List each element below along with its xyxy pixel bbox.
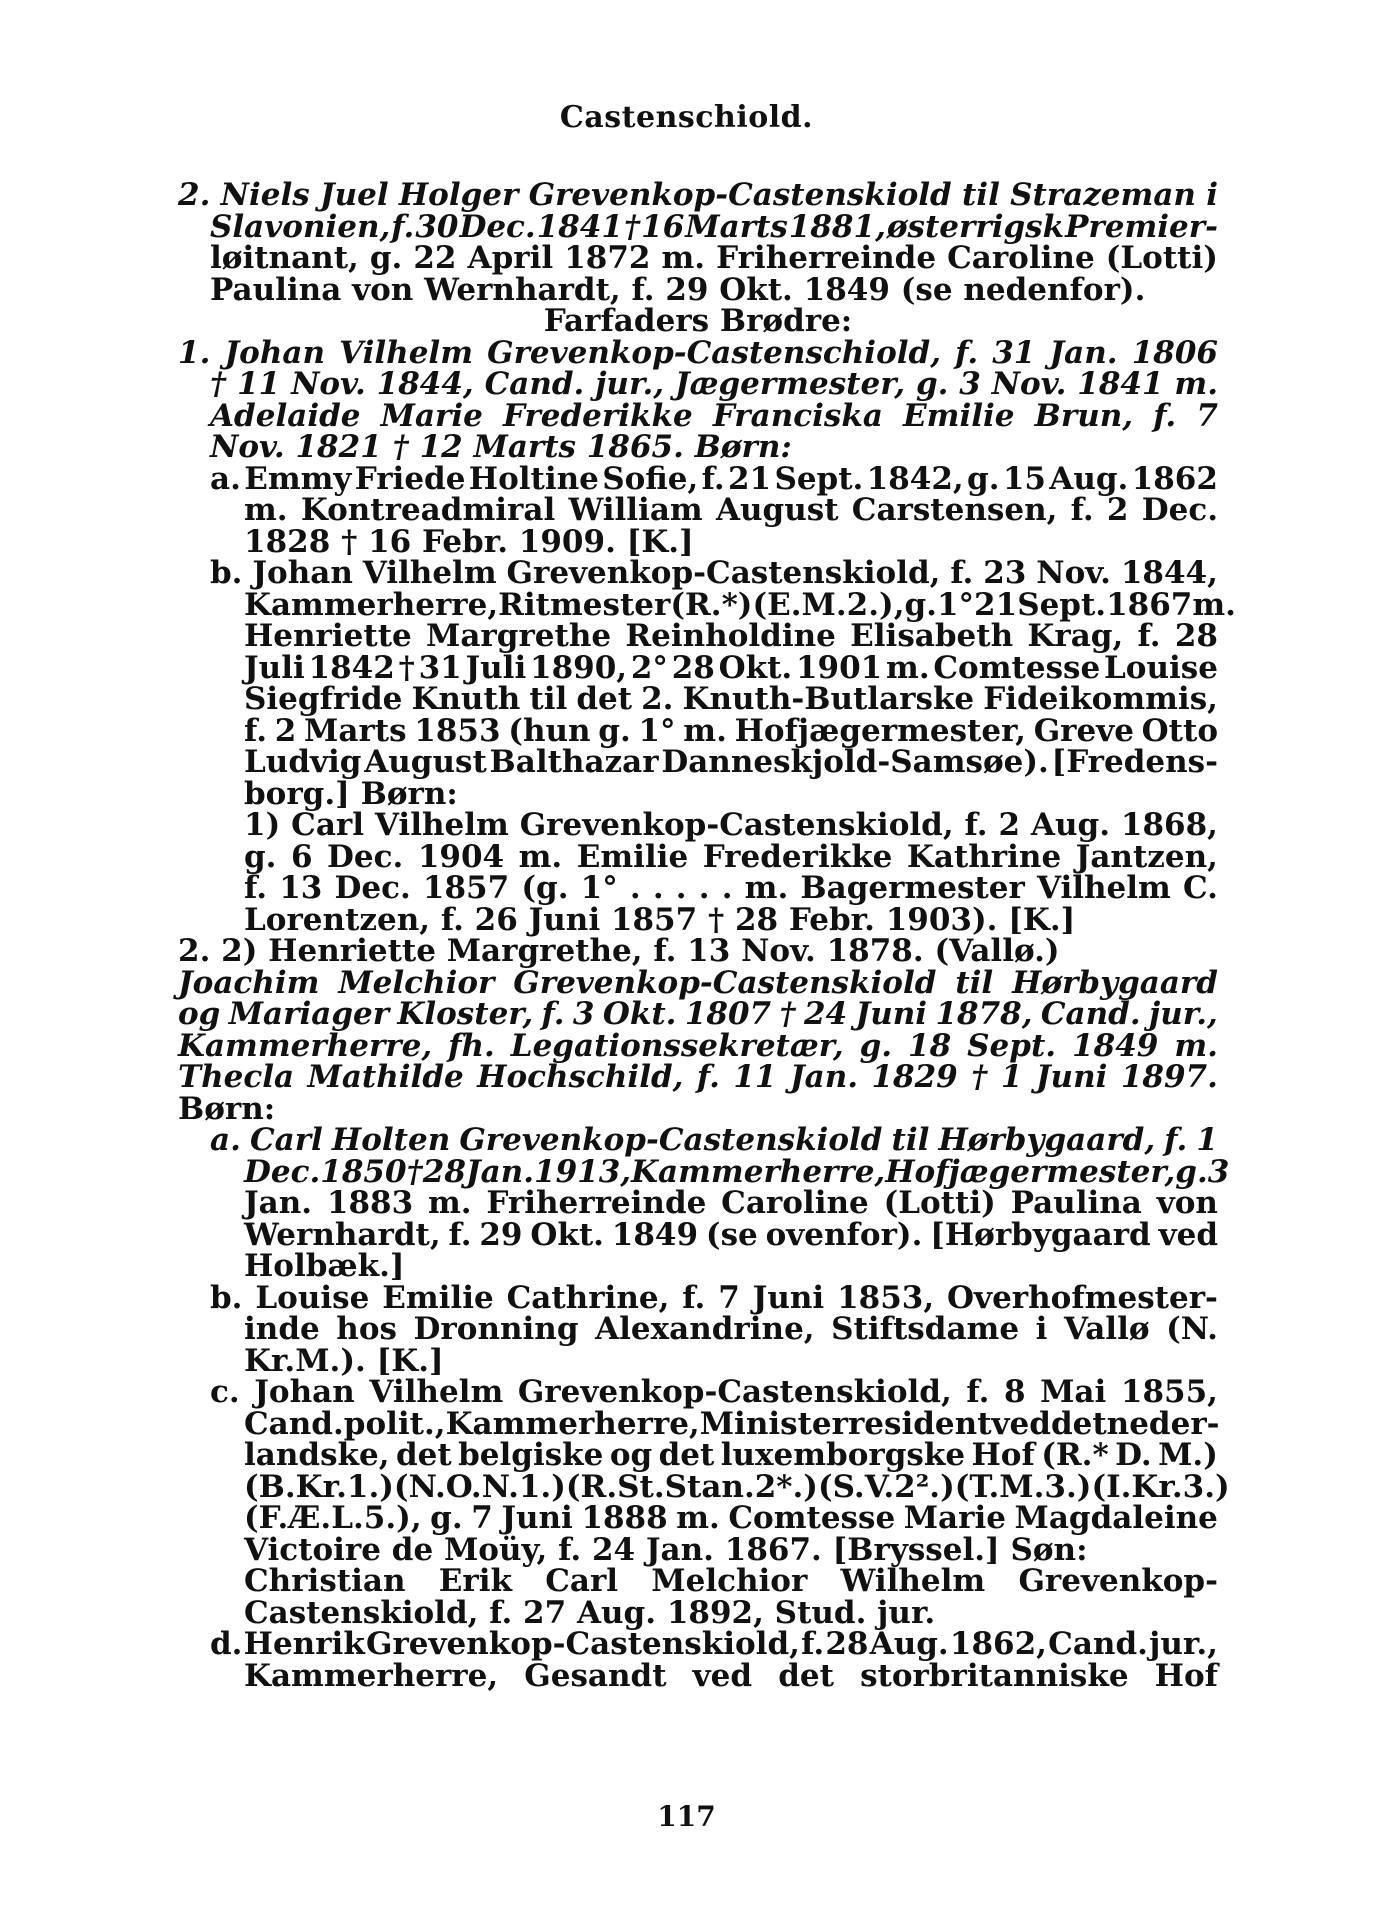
page-title: Castenschiold. — [559, 100, 814, 135]
text-line: g. 6 Dec. 1904 m. Emilie Frederikke Kathrine Jantzen, — [244, 838, 1218, 875]
text-line: 1828 † 16 Febr. 1909. [K.] — [244, 523, 694, 560]
text-line: Henriette Margrethe Reinholdine Elisabeth Krag, f. 28 — [244, 618, 1218, 654]
text-line: Christian Erik Carl Melchior Wilhelm Grevenkop- — [244, 1563, 1218, 1599]
text-line: og Mariager Kloster, f. 3 Okt. 1807 † 24 Juni 1878, Cand. jur., — [178, 996, 1218, 1032]
text-line: a. Carl Holten Grevenkop-Castenskiold til Hørbygaard, f. 1 — [210, 1122, 1218, 1158]
text-line: 2. Niels Juel Holger Grevenkop-Castenskiold til Strazeman i — [178, 177, 1218, 213]
text-line: Victoire de Moüy, f. 24 Jan. 1867. [Bryssel.] Søn: — [244, 1531, 1088, 1568]
text-line: Kr.M.). [K.] — [244, 1342, 444, 1379]
text-line: Ludvig August Balthazar Danneskjold-Samsøe). [Fredens- — [244, 744, 1218, 780]
genealogy-text — [178, 177, 1236, 1694]
text-line: b. Johan Vilhelm Grevenkop-Castenskiold, f. 23 Nov. 1844, — [210, 555, 1218, 591]
text-line: † 11 Nov. 1844, Cand. jur., Jægermester, g. 3 Nov. 1841 m. — [210, 366, 1218, 402]
text-line: Jan. 1883 m. Friherreinde Caroline (Lotti) Paulina von — [244, 1185, 1218, 1221]
text-line: 2. 2) Henriette Margrethe, f. 13 Nov. 1878. (Vallø.) — [178, 933, 1060, 969]
text-line: inde hos Dronning Alexandrine, Stiftsdame i Vallø (N. — [244, 1311, 1218, 1347]
text-line: Lorentzen, f. 26 Juni 1857 † 28 Febr. 1903). [K.] — [244, 901, 1076, 938]
text-line: Cand. polit., Kammerherre, Ministerresident ved det neder- — [244, 1405, 1220, 1442]
text-line: Juli 1842 † 31 Juli 1890, 2° 28 Okt. 1901 m. Comtesse Louise — [244, 649, 1218, 686]
text-line: Holbæk.] — [244, 1248, 405, 1284]
text-line: 1. Johan Vilhelm Grevenkop-Castenschiold, f. 31 Jan. 1806 — [178, 334, 1218, 371]
text-line: m. Kontreadmiral William August Carstensen, f. 2 Dec. — [244, 492, 1218, 528]
text-line: Siegfride Knuth til det 2. Knuth-Butlarske Fideikommis, — [244, 681, 1218, 717]
text-line: Thecla Mathilde Hochschild, f. 11 Jan. 1829 † 1 Juni 1897. — [178, 1059, 1218, 1095]
text-line: Castenskiold, f. 27 Aug. 1892, Stud. jur. — [244, 1594, 936, 1631]
text-line: Paulina von Wernhardt, f. 29 Okt. 1849 (se nedenfor). — [210, 271, 1146, 308]
text-line: Slavonien, f. 30 Dec. 1841 † 16 Marts 1881, østerrigsk Premier- — [210, 208, 1218, 245]
text-line: landske, det belgiske og det luxemborgske Hof (R.* D. M.) — [244, 1437, 1218, 1473]
text-line: løitnant, g. 22 April 1872 m. Friherreinde Caroline (Lotti) — [210, 240, 1218, 276]
text-line: Kammerherre, Ritmester (R.*) (E.M.2.), g. 1° 21 Sept. 1867 m. — [244, 586, 1236, 623]
text-line: Kammerherre, fh. Legationssekretær, g. 18 Sept. 1849 m. — [178, 1027, 1218, 1064]
text-line: Dec. 1850 † 28 Jan. 1913, Kammerherre, Hofjægermester, g. 3 — [244, 1153, 1230, 1190]
text-line: Nov. 1821 † 12 Marts 1865. Børn: — [210, 429, 792, 465]
text-line: f. 13 Dec. 1857 (g. 1° . . . . . m. Bagermester Vilhelm C. — [244, 870, 1218, 906]
text-line: 1) Carl Vilhelm Grevenkop-Castenskiold, f. 2 Aug. 1868, — [244, 807, 1218, 843]
page-number: 117 — [657, 1800, 716, 1833]
text-line: c. Johan Vilhelm Grevenkop-Castenskiold, f. 8 Mai 1855, — [210, 1374, 1218, 1410]
text-line: b. Louise Emilie Cathrine, f. 7 Juni 1853, Overhofmester- — [210, 1279, 1218, 1316]
text-line: Wernhardt, f. 29 Okt. 1849 (se ovenfor). [Hørbygaard ved — [244, 1216, 1218, 1253]
text-line: Joachim Melchior Grevenkop-Castenskiold til Hørbygaard — [178, 964, 1218, 1001]
text-line: a. Emmy Friede Holtine Sofie, f. 21 Sept. 1842, g. 15 Aug. 1862 — [210, 460, 1218, 497]
text-line: (B.Kr.1.) (N.O.N.1.) (R.St.Stan.2*.) (S.V.2².) (T.M.3.) (I.Kr.3.) — [244, 1468, 1230, 1505]
text-line: Kammerherre, Gesandt ved det storbritanniske Hof — [244, 1657, 1218, 1694]
text-line: Farfaders Brødre: — [543, 303, 853, 339]
text-line: d. Henrik Grevenkop-Castenskiold, f. 28 Aug. 1862, Cand. jur., — [210, 1626, 1218, 1662]
text-line: (F.Æ.L.5.), g. 7 Juni 1888 m. Comtesse Marie Magdaleine — [244, 1500, 1218, 1536]
text-line: Børn: — [178, 1090, 276, 1127]
text-line: borg.] Børn: — [244, 775, 458, 812]
text-line: f. 2 Marts 1853 (hun g. 1° m. Hofjægermester, Greve Otto — [244, 712, 1218, 749]
text-line: Adelaide Marie Frederikke Franciska Emilie Brun, f. 7 — [210, 397, 1218, 434]
